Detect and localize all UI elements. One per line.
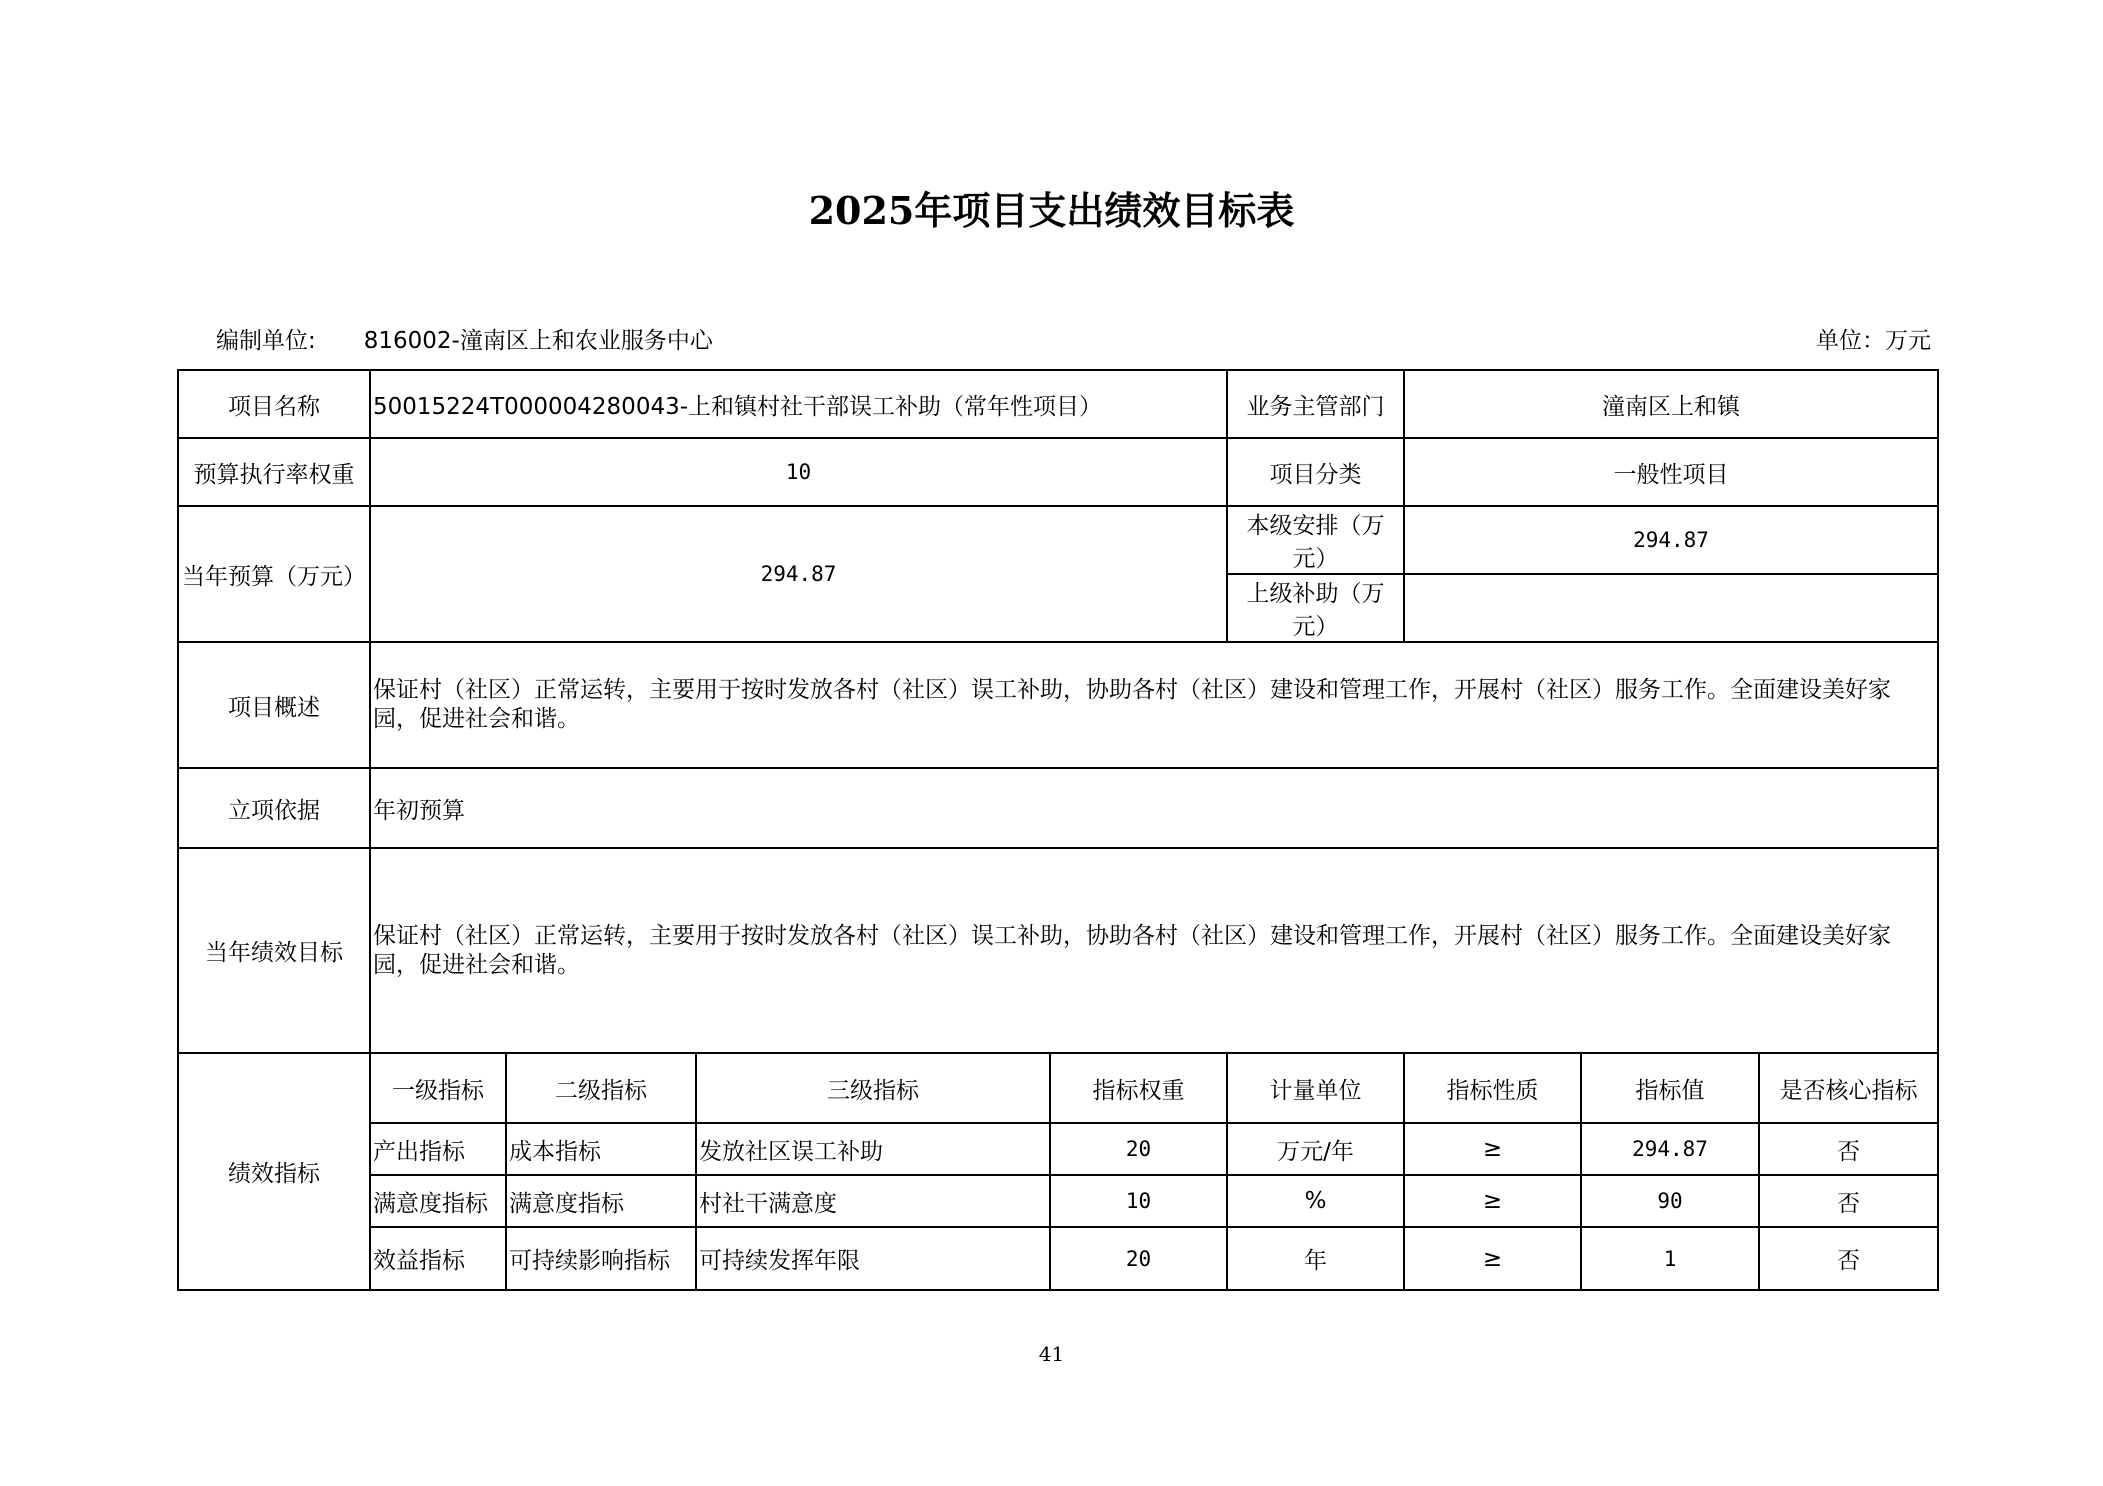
basis-value: 年初预算 — [370, 768, 1938, 848]
indicator-level1: 产出指标 — [370, 1123, 506, 1175]
goal-value: 保证村（社区）正常运转，主要用于按时发放各村（社区）误工补助，协助各村（社区）建设和管理工作，开展村（社区）服务工作。全面建设美好家园，促进社会和谐。 — [370, 848, 1938, 1053]
indicator-unit: 万元/年 — [1227, 1123, 1404, 1175]
budget-label: 当年预算（万元） — [178, 506, 370, 642]
weight-value: 10 — [370, 438, 1227, 506]
overview-value: 保证村（社区）正常运转，主要用于按时发放各村（社区）误工补助，协助各村（社区）建设和管理工作，开展村（社区）服务工作。全面建设美好家园，促进社会和谐。 — [370, 642, 1938, 768]
upper-funding-value — [1404, 574, 1938, 642]
category-value: 一般性项目 — [1404, 438, 1938, 506]
indicator-unit: % — [1227, 1175, 1404, 1227]
budget-value: 294.87 — [370, 506, 1227, 642]
goal-label: 当年绩效目标 — [178, 848, 370, 1053]
basis-label: 立项依据 — [178, 768, 370, 848]
indicator-level3: 村社干满意度 — [696, 1175, 1050, 1227]
project-name-label: 项目名称 — [178, 370, 370, 438]
page-number: 41 — [1038, 1342, 1065, 1366]
indicator-level2: 可持续影响指标 — [506, 1227, 696, 1290]
header-level3: 三级指标 — [696, 1053, 1050, 1123]
currency-unit: 单位：万元 — [1816, 328, 1931, 354]
indicator-value: 90 — [1581, 1175, 1759, 1227]
indicator-core: 否 — [1759, 1175, 1938, 1227]
indicator-weight: 20 — [1050, 1123, 1227, 1175]
local-funding-value: 294.87 — [1404, 506, 1938, 574]
indicator-core: 否 — [1759, 1227, 1938, 1290]
header-level2: 二级指标 — [506, 1053, 696, 1123]
weight-label: 预算执行率权重 — [178, 438, 370, 506]
header-value: 指标值 — [1581, 1053, 1759, 1123]
indicator-value: 294.87 — [1581, 1123, 1759, 1175]
indicators-label: 绩效指标 — [178, 1053, 370, 1290]
indicator-level3: 可持续发挥年限 — [696, 1227, 1050, 1290]
indicator-level2: 成本指标 — [506, 1123, 696, 1175]
project-name-value: 50015224T000004280043-上和镇村社干部误工补助（常年性项目） — [370, 370, 1227, 438]
dept-label: 业务主管部门 — [1227, 370, 1404, 438]
header-weight: 指标权重 — [1050, 1053, 1227, 1123]
header-unit: 计量单位 — [1227, 1053, 1404, 1123]
local-funding-label: 本级安排（万元） — [1227, 506, 1404, 574]
compiling-unit-label: 编制单位: — [216, 328, 316, 354]
upper-funding-label: 上级补助（万元） — [1227, 574, 1404, 642]
overview-label: 项目概述 — [178, 642, 370, 768]
table-row — [178, 1123, 1938, 1175]
header-core: 是否核心指标 — [1759, 1053, 1938, 1123]
indicator-value: 1 — [1581, 1227, 1759, 1290]
category-label: 项目分类 — [1227, 438, 1404, 506]
indicator-nature: ≥ — [1404, 1227, 1581, 1290]
table-row — [178, 1175, 1938, 1227]
indicator-nature: ≥ — [1404, 1175, 1581, 1227]
page-title: 2025年项目支出绩效目标表 — [808, 188, 1295, 233]
dept-value: 潼南区上和镇 — [1404, 370, 1938, 438]
header-level1: 一级指标 — [370, 1053, 506, 1123]
compiling-unit — [216, 322, 713, 355]
indicator-core: 否 — [1759, 1123, 1938, 1175]
indicator-unit: 年 — [1227, 1227, 1404, 1290]
compiling-unit-value: 816002-潼南区上和农业服务中心 — [363, 328, 713, 354]
performance-table — [177, 369, 1939, 1291]
indicator-level2: 满意度指标 — [506, 1175, 696, 1227]
indicator-nature: ≥ — [1404, 1123, 1581, 1175]
indicator-weight: 20 — [1050, 1227, 1227, 1290]
indicator-weight: 10 — [1050, 1175, 1227, 1227]
indicator-level3: 发放社区误工补助 — [696, 1123, 1050, 1175]
indicator-level1: 满意度指标 — [370, 1175, 506, 1227]
header-nature: 指标性质 — [1404, 1053, 1581, 1123]
indicator-level1: 效益指标 — [370, 1227, 506, 1290]
table-row — [178, 1227, 1938, 1290]
